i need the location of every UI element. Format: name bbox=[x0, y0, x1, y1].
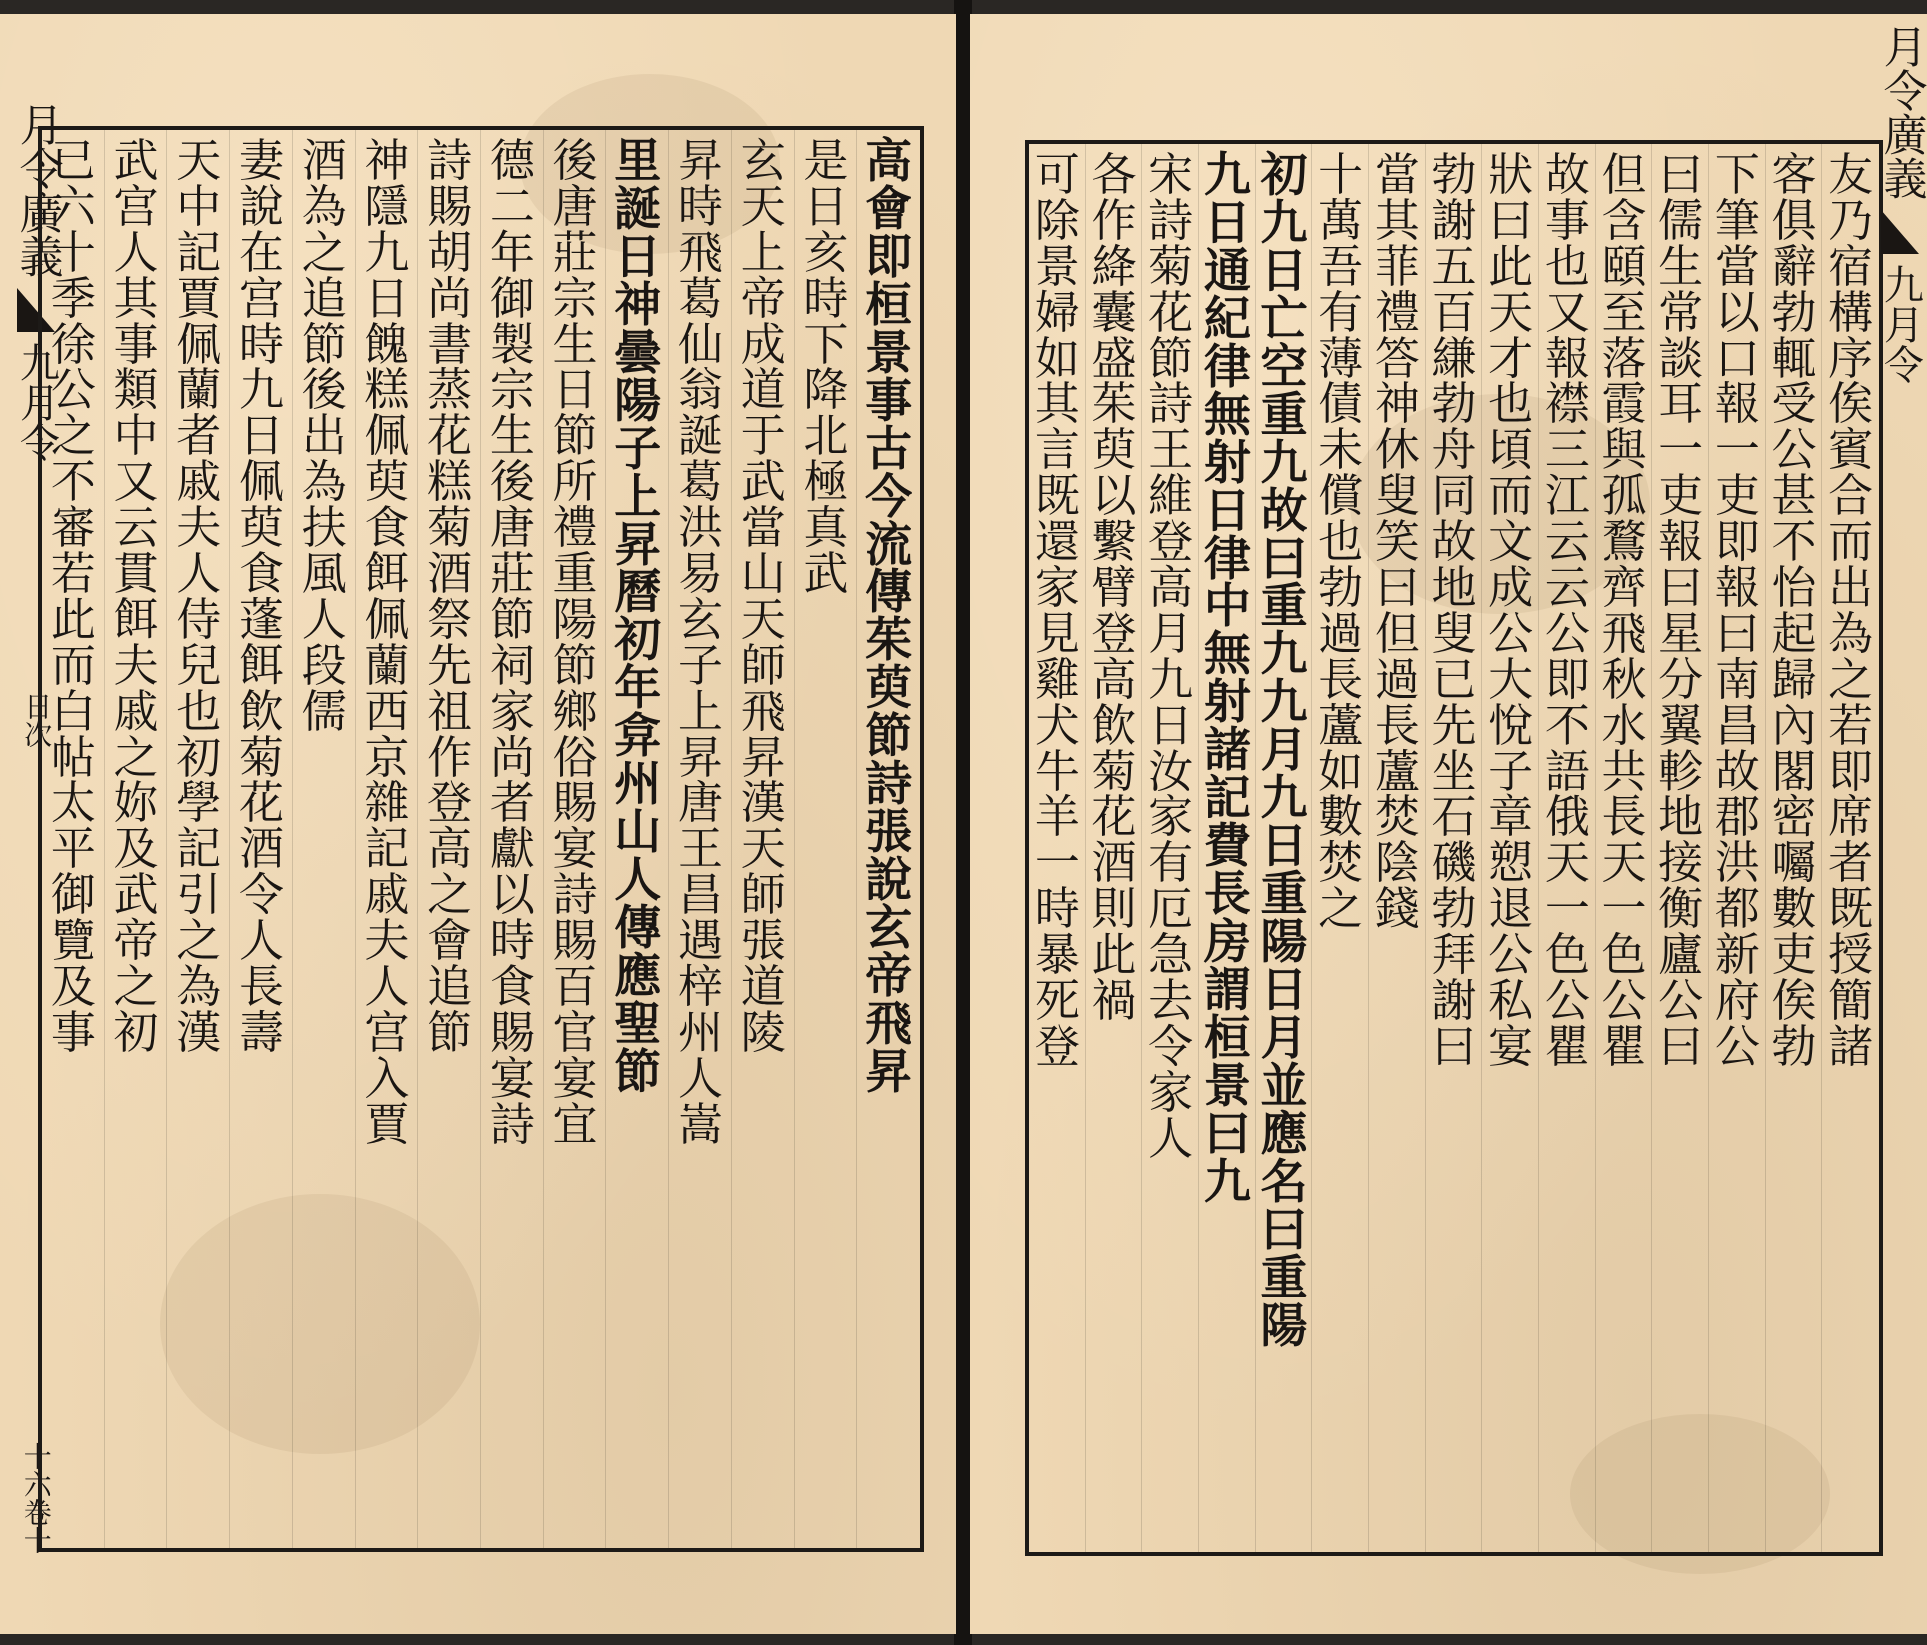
text-column: 故 事 也 又 報 襟 三 江 云 云 公 即 不 語 俄 天 一 色 公 瞿 bbox=[1544, 148, 1590, 1073]
column-rule bbox=[1651, 144, 1652, 1552]
text-column: 可 除 景 婦 如 其 言 既 還 家 見 雞 犬 牛 羊 一 時 暴 死 登 bbox=[1034, 148, 1080, 1073]
gutter-section: 九月令 bbox=[13, 342, 60, 462]
column-rule bbox=[355, 130, 356, 1548]
text-column: 高 會 即 桓 景 事 古 今 流 傳 茱 萸 節 詩 張 說 玄 帝 飛 昇 bbox=[865, 134, 913, 1100]
text-column: 酒 為 之 追 節 後 出 為 扶 風 人 段 儒 bbox=[301, 134, 347, 738]
text-column: 宋 詩 菊 花 節 詩 王 維 登 高 月 九 日 汝 家 有 厄 急 去 令 家 人 bbox=[1148, 148, 1194, 1165]
text-column: 是 日 亥 時 下 降 北 極 真 武 bbox=[803, 134, 849, 601]
text-column: 初 九 日 亡 空 重 九 故 曰 重 九 九 月 九 日 重 陽 日 月 並 應 名 曰 重 陽 bbox=[1260, 148, 1308, 1354]
text-columns-right bbox=[1029, 144, 1879, 1552]
fishtail-mark bbox=[1881, 210, 1919, 254]
text-column: 九 日 通 紀 律 無 射 日 律 中 無 射 諸 記 費 長 房 謂 桓 景 曰 九 bbox=[1203, 148, 1251, 1210]
text-frame-left bbox=[38, 126, 924, 1552]
text-column: 各 作 絳 囊 盛 茱 萸 以 繫 臂 登 高 飲 菊 花 酒 則 此 禍 bbox=[1091, 148, 1137, 1028]
page-number: 十六 bbox=[19, 1442, 53, 1498]
text-columns-left bbox=[42, 130, 920, 1548]
text-column: 勃 謝 五 百 縑 勃 舟 同 故 地 叟 已 先 坐 石 磯 勃 拜 謝 曰 bbox=[1431, 148, 1477, 1073]
text-column: 下 筆 當 以 口 報 一 吏 即 報 曰 南 昌 故 郡 洪 都 新 府 公 bbox=[1714, 148, 1760, 1073]
column-rule bbox=[731, 130, 732, 1548]
column-rule bbox=[1368, 144, 1369, 1552]
column-rule bbox=[292, 130, 293, 1548]
text-column: 詩 賜 胡 尚 書 蒸 花 糕 菊 酒 祭 先 祖 作 登 高 之 會 追 節 bbox=[427, 134, 473, 1059]
column-rule bbox=[1538, 144, 1539, 1552]
column-rule bbox=[1708, 144, 1709, 1552]
gutter-subsection: 日次 bbox=[20, 692, 54, 748]
gutter-section: 九月令 bbox=[1877, 264, 1924, 384]
text-column: 客 俱 辭 勃 輒 受 公 甚 不 怡 起 歸 內 閣 密 囑 數 吏 俟 勃 bbox=[1771, 148, 1817, 1073]
column-rule bbox=[1141, 144, 1142, 1552]
text-column: 十 萬 吾 有 薄 債 未 償 也 勃 過 長 蘆 如 數 焚 之 bbox=[1318, 148, 1364, 936]
right-page-gutter bbox=[1875, 14, 1925, 1614]
text-column: 當 其 菲 禮 答 神 休 叟 笑 曰 但 過 長 蘆 焚 陰 錢 bbox=[1374, 148, 1420, 936]
column-rule bbox=[1311, 144, 1312, 1552]
column-rule bbox=[1255, 144, 1256, 1552]
gutter-title: 月令廣義 bbox=[1875, 24, 1927, 200]
text-column: 妻 說 在 宫 時 九 日 佩 萸 食 蓬 餌 飲 菊 花 酒 令 人 長 壽 bbox=[238, 134, 284, 1059]
column-rule bbox=[605, 130, 606, 1548]
gutter-title: 月令廣義 bbox=[11, 102, 63, 278]
text-column: 里 誕 日 神 曇 陽 子 上 昇 曆 初 年 弇 州 山 人 傳 應 聖 節 bbox=[614, 134, 662, 1100]
column-rule bbox=[1085, 144, 1086, 1552]
column-rule bbox=[1425, 144, 1426, 1552]
text-column: 武 宫 人 其 事 類 中 又 云 貫 餌 夫 戚 之 妳 及 武 帝 之 初 bbox=[113, 134, 159, 1059]
left-page bbox=[0, 14, 956, 1634]
text-column: 已 六 十 季 徐 公 之 不 審 若 此 而 白 帖 太 平 御 覽 及 事 bbox=[50, 134, 96, 1059]
column-rule bbox=[480, 130, 481, 1548]
text-column: 狀 曰 此 天 才 也 頃 而 文 成 公 大 悅 子 章 愬 退 公 私 宴 bbox=[1488, 148, 1534, 1073]
text-column: 玄 天 上 帝 成 道 于 武 當 山 天 師 飛 昇 漢 天 師 張 道 陵 bbox=[740, 134, 786, 1059]
text-frame-right bbox=[1025, 140, 1883, 1556]
column-rule bbox=[166, 130, 167, 1548]
column-rule bbox=[1481, 144, 1482, 1552]
column-rule bbox=[1595, 144, 1596, 1552]
column-rule bbox=[104, 130, 105, 1548]
column-rule bbox=[794, 130, 795, 1548]
column-rule bbox=[1198, 144, 1199, 1552]
text-column: 昇 時 飛 葛 仙 翁 誕 葛 洪 易 玄 子 上 昇 唐 王 昌 遇 梓 州 人 嵩 bbox=[677, 134, 723, 1151]
right-page bbox=[970, 14, 1927, 1634]
text-column: 神 隱 九 日 餽 糕 佩 萸 食 餌 佩 蘭 西 京 雜 記 戚 夫 人 宫 入 賈 bbox=[364, 134, 410, 1151]
text-column: 但 含 頤 至 落 霞 與 孤 鶩 齊 飛 秋 水 共 長 天 一 色 公 瞿 bbox=[1601, 148, 1647, 1073]
text-column: 曰 儒 生 常 談 耳 一 吏 報 曰 星 分 翼 軫 地 接 衡 廬 公 曰 bbox=[1658, 148, 1704, 1073]
text-column: 友 乃 宿 構 序 俟 賓 合 而 出 為 之 若 即 席 者 既 授 簡 諸 bbox=[1828, 148, 1874, 1073]
text-column: 天 中 記 賈 佩 蘭 者 戚 夫 人 侍 兒 也 初 學 記 引 之 為 漢 bbox=[176, 134, 222, 1059]
column-rule bbox=[229, 130, 230, 1548]
column-rule bbox=[668, 130, 669, 1548]
column-rule bbox=[856, 130, 857, 1548]
column-rule bbox=[543, 130, 544, 1548]
column-rule bbox=[417, 130, 418, 1548]
column-rule bbox=[1765, 144, 1766, 1552]
text-column: 後 唐 莊 宗 生 日 節 所 禮 重 陽 節 鄉 俗 賜 宴 詩 賜 百 官 宴 宜 bbox=[552, 134, 598, 1151]
text-column: 德 二 年 御 製 宗 生 後 唐 莊 節 祠 家 尚 者 獻 以 時 食 賜 宴 詩 bbox=[489, 134, 535, 1151]
column-rule bbox=[1821, 144, 1822, 1552]
volume-number: 卷十 bbox=[19, 1498, 53, 1554]
